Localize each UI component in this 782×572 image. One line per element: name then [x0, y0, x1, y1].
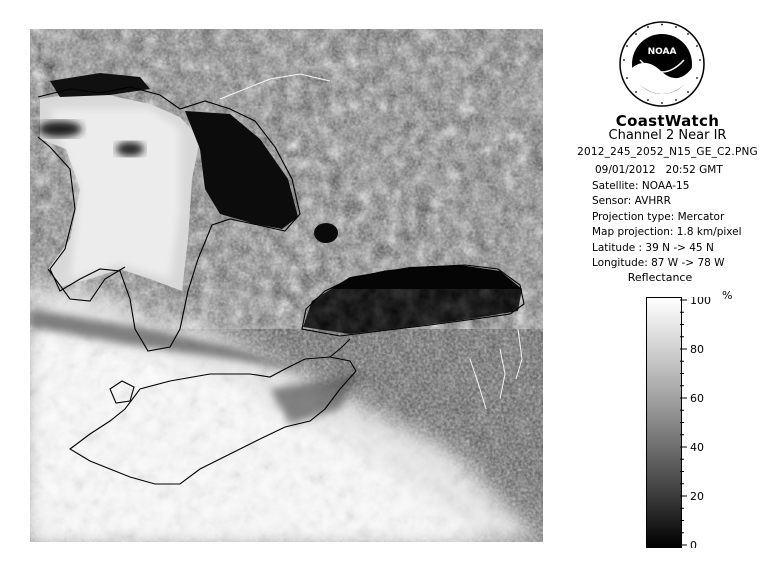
noaa-logo	[618, 20, 706, 108]
metadata-block	[592, 163, 742, 272]
colorbar-tick-label: 60	[690, 392, 704, 405]
satellite-line: Satellite: NOAA-15	[592, 179, 690, 192]
legend-unit: %	[722, 289, 733, 302]
lake-simcoe	[314, 223, 338, 243]
colorbar-ticks	[680, 297, 730, 548]
colorbar-tick-label: 40	[690, 441, 704, 454]
longitude-line: Longitude: 87 W -> 78 W	[592, 257, 725, 269]
date-value: 09/01/2012	[595, 164, 656, 176]
latitude-line: Latitude : 39 N -> 45 N	[592, 241, 714, 254]
colorbar-tick-label: 20	[690, 490, 704, 503]
brand-title: CoastWatch	[615, 112, 720, 130]
colorbar-tick-label: 0	[690, 539, 697, 548]
date-time	[592, 163, 742, 179]
logo-text: NOAA	[647, 47, 677, 57]
projection-type-line: Projection type: Mercator	[592, 210, 725, 223]
time-value: 20:52 GMT	[665, 164, 723, 176]
satellite-map	[30, 29, 543, 542]
sensor-line: Sensor: AVHRR	[592, 195, 671, 207]
map-projection-line: Map projection: 1.8 km/pixel	[592, 226, 742, 238]
colorbar-tick-label: 100	[690, 297, 711, 307]
legend-title: Reflectance	[627, 271, 693, 284]
channel-label: Channel 2 Near IR	[608, 128, 727, 143]
reflectance-colorbar	[646, 297, 682, 548]
colorbar-tick-label: 80	[690, 343, 704, 356]
file-name: 2012_245_2052_N15_GE_C2.PNG	[577, 146, 758, 158]
